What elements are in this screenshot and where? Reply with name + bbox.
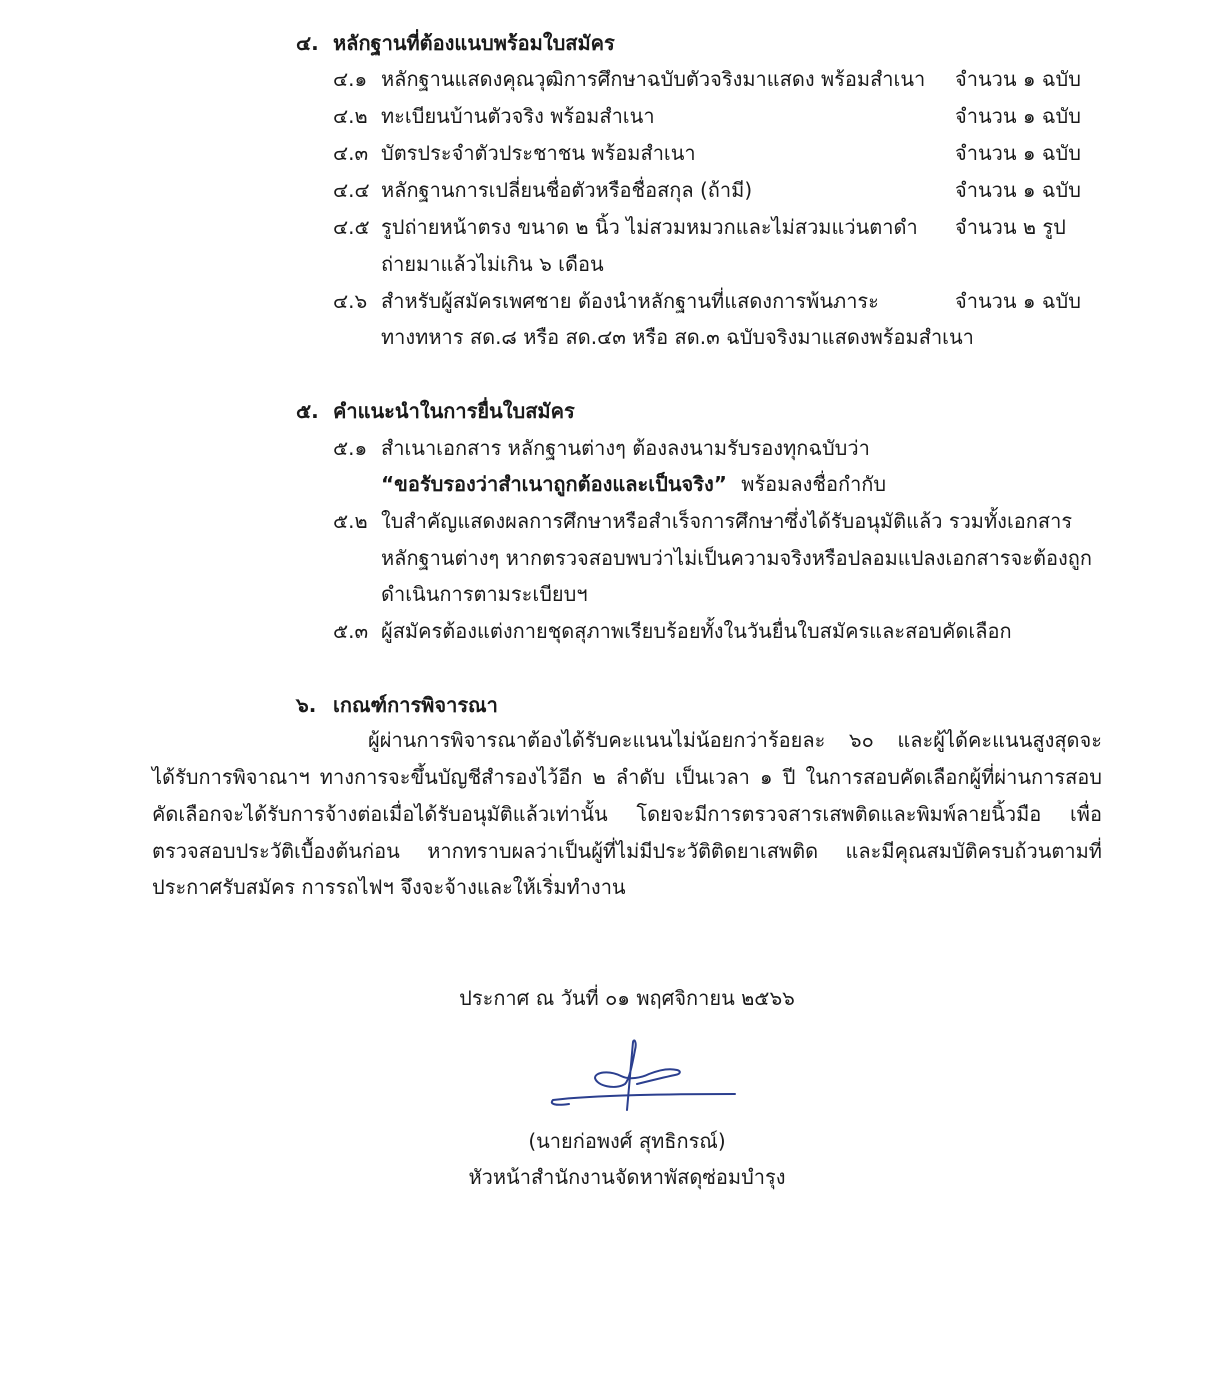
item-5-1-text-cont [381, 474, 886, 494]
announcement-date: ประกาศ ณ วันที่ ๐๑ พฤศจิกายน ๒๕๖๖ [459, 986, 795, 1010]
item-4-5-number: ๔.๕ [333, 215, 370, 239]
signer-position: หัวหน้าสำนักงานจัดหาพัสดุซ่อมบำรุง [468, 1165, 786, 1189]
item-4-4-quantity: จำนวน ๑ ฉบับ [955, 178, 1081, 202]
section-5-title: คำแนะนำในการยื่นใบสมัคร [333, 399, 575, 423]
item-4-6-text: สำหรับผู้สมัครเพศชาย ต้องนำหลักฐานที่แสดงการพ้นภาระ [381, 289, 879, 313]
criteria-line-5: ประกาศรับสมัคร การรถไฟฯ จึงจะจ้างและให้เริ่มทำงาน [152, 875, 626, 899]
item-4-2-text: ทะเบียนบ้านตัวจริง พร้อมสำเนา [381, 104, 655, 128]
item-5-2-number: ๕.๒ [333, 509, 368, 533]
item-4-4-text: หลักฐานการเปลี่ยนชื่อตัวหรือชื่อสกุล (ถ้ามี) [381, 178, 753, 202]
signature-image [545, 1036, 745, 1116]
item-4-5-quantity: จำนวน ๒ รูป [955, 215, 1066, 239]
criteria-line-3: คัดเลือกจะได้รับการจ้างต่อเมื่อได้รับอนุมัติแล้วเท่านั้น โดยจะมีการตรวจสารเสพติดและพิมพ์ลายนิ้วมือ เพื่อ [152, 802, 1102, 826]
item-4-1-text: หลักฐานแสดงคุณวุฒิการศึกษาฉบับตัวจริงมาแสดง พร้อมสำเนา [381, 67, 926, 91]
item-4-5-text: รูปถ่ายหน้าตรง ขนาด ๒ นิ้ว ไม่สวมหมวกและไม่สวมแว่นตาดำ [381, 215, 918, 239]
item-4-6-number: ๔.๖ [333, 289, 368, 313]
item-4-6-quantity: จำนวน ๑ ฉบับ [955, 289, 1081, 313]
item-4-1-number: ๔.๑ [333, 67, 368, 91]
item-5-1-text: สำเนาเอกสาร หลักฐานต่างๆ ต้องลงนามรับรองทุกฉบับว่า [381, 436, 870, 460]
item-4-3-number: ๔.๓ [333, 141, 369, 165]
criteria-line-1: ผู้ผ่านการพิจารณาต้องได้รับคะแนนไม่น้อยกว่าร้อยละ ๖๐ และผู้ได้คะแนนสูงสุดจะ [368, 728, 1102, 752]
item-4-2-quantity: จำนวน ๑ ฉบับ [955, 104, 1081, 128]
item-5-2-text-cont-1: หลักฐานต่างๆ หากตรวจสอบพบว่าไม่เป็นความจริงหรือปลอมแปลงเอกสารจะต้องถูก [381, 546, 1092, 570]
signer-name: (นายก่อพงศ์ สุทธิกรณ์) [528, 1129, 726, 1153]
criteria-line-4: ตรวจสอบประวัติเบื้องต้นก่อน หากทราบผลว่าเป็นผู้ที่ไม่มีประวัติติดยาเสพติด และมีคุณสมบัติครบถ้วนตามที่ [152, 839, 1102, 863]
certification-quote: “ขอรับรองว่าสำเนาถูกต้องและเป็นจริง” [381, 472, 727, 496]
item-5-1-number: ๕.๑ [333, 436, 368, 460]
item-4-3-text: บัตรประจำตัวประชาชน พร้อมสำเนา [381, 141, 696, 165]
criteria-line-2: ได้รับการพิจาณาฯ ทางการจะขึ้นบัญชีสำรองไว้อีก ๒ ลำดับ เป็นเวลา ๑ ปี ในการสอบคัดเลือกผู้ที่ผ่านการสอบ [152, 765, 1102, 789]
item-5-2-text-cont-2: ดำเนินการตามระเบียบฯ [381, 582, 588, 606]
item-5-3-text: ผู้สมัครต้องแต่งกายชุดสุภาพเรียบร้อยทั้งในวันยื่นใบสมัครและสอบคัดเลือก [381, 619, 1012, 643]
item-4-6-text-cont: ทางทหาร สด.๘ หรือ สด.๔๓ หรือ สด.๓ ฉบับจริงมาแสดงพร้อมสำเนา [381, 325, 974, 349]
item-5-3-number: ๕.๓ [333, 619, 369, 643]
item-5-2-text: ใบสำคัญแสดงผลการศึกษาหรือสำเร็จการศึกษาซึ่งได้รับอนุมัติแล้ว รวมทั้งเอกสาร [381, 509, 1073, 533]
item-4-5-text-cont: ถ่ายมาแล้วไม่เกิน ๖ เดือน [381, 252, 604, 276]
item-4-3-quantity: จำนวน ๑ ฉบับ [955, 141, 1081, 165]
section-6-title: เกณฑ์การพิจารณา [333, 693, 498, 717]
section-5-number: ๕. [296, 399, 319, 423]
section-4-number: ๔. [296, 31, 319, 55]
item-4-1-quantity: จำนวน ๑ ฉบับ [955, 67, 1081, 91]
section-4-title: หลักฐานที่ต้องแนบพร้อมใบสมัคร [333, 31, 615, 55]
item-4-4-number: ๔.๔ [333, 178, 370, 202]
section-6-number: ๖. [296, 693, 317, 717]
item-4-2-number: ๔.๒ [333, 104, 368, 128]
certification-tail: พร้อมลงชื่อกำกับ [741, 472, 887, 496]
